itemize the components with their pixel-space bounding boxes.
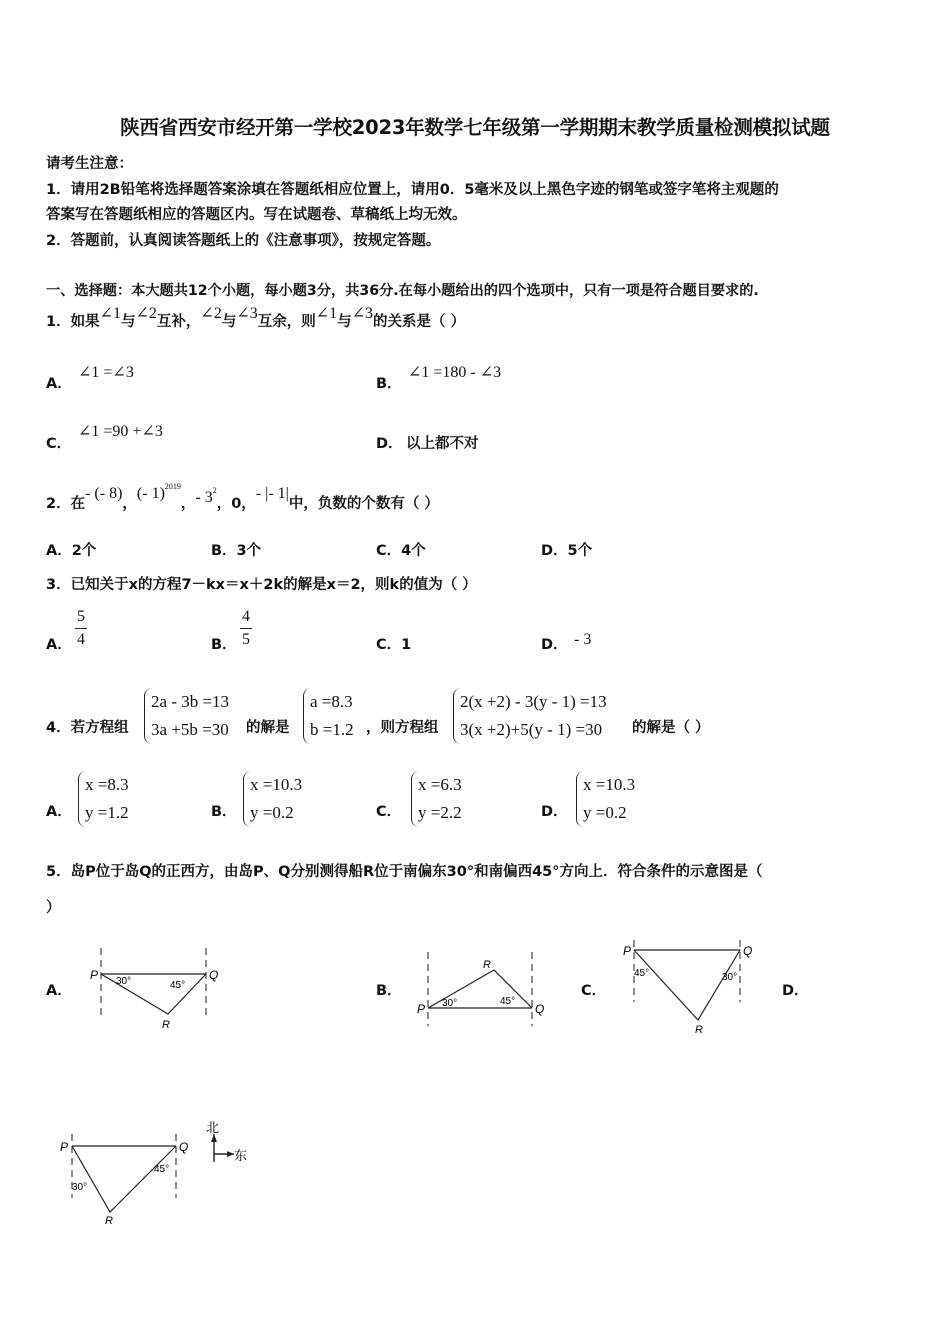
question-1-stem bbox=[46, 305, 466, 331]
diagram-d-label-r: R bbox=[105, 1215, 113, 1227]
diagram-a-angle-45: 45° bbox=[170, 980, 186, 991]
page-title: 陕西省西安市经开第一学校2023年数学七年级第一学期期末教学质量检测模拟试题 bbox=[120, 116, 830, 139]
compass-east-label: 东 bbox=[234, 1148, 248, 1163]
diagram-b-label-p: P bbox=[417, 1002, 426, 1016]
compass-north-arrowhead bbox=[211, 1134, 217, 1142]
q2-option-c: C．4个 bbox=[376, 543, 426, 559]
q5-option-c-label: C． bbox=[581, 983, 607, 999]
q1-text-1: 1．如果 bbox=[46, 314, 100, 330]
question-5-stem-end: ） bbox=[46, 900, 61, 916]
diagram-b-angle-45: 45° bbox=[500, 996, 516, 1007]
q1-angle-6: ∠3 bbox=[351, 305, 374, 322]
q1-option-d-label: D． bbox=[376, 436, 403, 452]
q2-expr-1: - (- 8) bbox=[85, 485, 123, 502]
q2-text-2: 中，负数的个数有（ ） bbox=[288, 496, 439, 512]
q4-text-4: 的解是（ ） bbox=[632, 720, 710, 736]
diagram-a-label-q: Q bbox=[209, 968, 219, 982]
q4-system-1-row-2: 3a +5b =30 bbox=[151, 720, 229, 739]
diagram-c-triangle bbox=[634, 950, 740, 1020]
diagram-a-angle-30: 30° bbox=[116, 976, 132, 987]
q4-option-b-system bbox=[243, 771, 302, 827]
diagram-b-label-r: R bbox=[483, 959, 491, 971]
q5-diagram-c bbox=[620, 936, 760, 1040]
q5-option-a-label: A． bbox=[46, 983, 72, 999]
q5-option-b-label: B． bbox=[376, 983, 402, 999]
notice-line-2: 2．答题前，认真阅读答题纸上的《注意事项》，按规定答题。 bbox=[46, 233, 441, 249]
q2-comma-2: ， bbox=[180, 496, 196, 512]
q2-expr-4: - |- 1| bbox=[255, 485, 289, 502]
q3-option-d-label: D． bbox=[541, 637, 568, 653]
q4-d-row-1: x =10.3 bbox=[583, 775, 636, 794]
q5-diagram-d bbox=[56, 1132, 196, 1232]
q4-system-1 bbox=[144, 688, 229, 744]
q3-option-b-fraction bbox=[240, 606, 252, 651]
q2-text-1: 2．在 bbox=[46, 496, 86, 512]
diagram-d-angle-45: 45° bbox=[154, 1164, 170, 1175]
diagram-b-angle-30: 30° bbox=[442, 998, 458, 1009]
q2-expr-2: (- 1) bbox=[136, 485, 165, 502]
q4-system-3-row-1: 2(x +2) - 3(y - 1) =13 bbox=[460, 692, 607, 711]
q3-option-a-label: A． bbox=[46, 637, 72, 653]
q1-angle-4: ∠3 bbox=[236, 305, 258, 322]
q1-text-3: 互补， bbox=[156, 314, 201, 330]
compass-east-arrowhead bbox=[227, 1151, 234, 1157]
q1-angle-3: ∠2 bbox=[200, 305, 222, 322]
q4-text-2: 的解是 bbox=[246, 720, 290, 736]
diagram-c-angle-45: 45° bbox=[634, 968, 650, 979]
q4-text-1: 4．若方程组 bbox=[46, 720, 129, 736]
diagram-c-label-q: Q bbox=[743, 944, 753, 958]
diagram-a-label-p: P bbox=[90, 968, 99, 982]
q1-angle-1: ∠1 bbox=[99, 305, 121, 322]
q4-system-1-row-1: 2a - 3b =13 bbox=[151, 692, 230, 711]
q4-a-row-2: y =1.2 bbox=[85, 803, 129, 822]
compass-north-label: 北 bbox=[206, 1120, 220, 1135]
q1-text-5: 互余，则 bbox=[257, 314, 316, 330]
q3-option-c: C．1 bbox=[376, 637, 412, 653]
q3-b-numerator: 4 bbox=[240, 606, 252, 629]
q3-b-denominator: 5 bbox=[242, 631, 250, 648]
q5-diagram-b bbox=[414, 950, 554, 1030]
q2-comma-3: ，0， bbox=[216, 496, 256, 512]
q4-system-3-row-2: 3(x +2)+5(y - 1) =30 bbox=[460, 720, 603, 739]
q4-option-a-label: A． bbox=[46, 804, 72, 820]
q1-text-6: 与 bbox=[337, 314, 352, 330]
q4-system-2-row-2: b =1.2 bbox=[310, 720, 354, 739]
question-5-stem: 5．岛P位于岛Q的正西方，由岛P、Q分别测得船R位于南偏东30°和南偏西45°方向上．符合条件的示意图是（ bbox=[46, 864, 763, 880]
q1-text-7: 的关系是（ ） bbox=[373, 314, 466, 330]
q1-angle-2: ∠2 bbox=[135, 305, 157, 322]
q3-a-denominator: 4 bbox=[77, 631, 85, 648]
q2-expr-3: - 3 bbox=[195, 489, 213, 506]
q3-a-numerator: 5 bbox=[75, 606, 87, 629]
question-3-stem: 3．已知关于x的方程7－kx＝x＋2k的解是x＝2，则k的值为（ ） bbox=[46, 577, 477, 593]
diagram-a-label-r: R bbox=[162, 1019, 170, 1031]
q2-comma-1: ， bbox=[122, 496, 137, 512]
q4-a-row-1: x =8.3 bbox=[85, 775, 129, 794]
q5-diagram-a bbox=[86, 944, 226, 1036]
q4-option-c-system bbox=[411, 771, 462, 827]
q4-b-row-2: y =0.2 bbox=[250, 803, 294, 822]
question-2-stem bbox=[46, 482, 439, 513]
q1-angle-5: ∠1 bbox=[315, 305, 338, 322]
q4-option-d-label: D． bbox=[541, 804, 568, 820]
q2-expr-2-exp: 2019 bbox=[164, 482, 181, 491]
q4-system-2-row-1: a =8.3 bbox=[310, 692, 353, 711]
diagram-b-label-q: Q bbox=[535, 1002, 545, 1016]
q1-option-b-label: B． bbox=[376, 376, 402, 392]
q1-text-4: 与 bbox=[221, 314, 237, 330]
q4-c-row-1: x =6.3 bbox=[418, 775, 462, 794]
diagram-c-label-r: R bbox=[695, 1024, 703, 1036]
q4-system-3 bbox=[453, 688, 607, 744]
q5-option-d-label: D． bbox=[782, 983, 809, 999]
q4-text-3: ，则方程组 bbox=[366, 720, 439, 736]
q4-option-b-label: B． bbox=[211, 804, 237, 820]
notice-line-1b: 答案写在答题纸相应的答题区内。写在试题卷、草稿纸上均无效。 bbox=[46, 207, 467, 223]
q1-option-c-label: C． bbox=[46, 436, 72, 452]
q4-option-c-label: C． bbox=[376, 804, 402, 820]
q3-option-a-fraction bbox=[75, 606, 87, 651]
diagram-d-angle-30: 30° bbox=[72, 1182, 88, 1193]
diagram-d-label-p: P bbox=[60, 1140, 69, 1154]
q1-option-d: 以上都不对 bbox=[406, 436, 479, 452]
notice-heading: 请考生注意： bbox=[46, 156, 133, 172]
diagram-c-angle-30: 30° bbox=[722, 972, 738, 983]
q4-c-row-2: y =2.2 bbox=[418, 803, 462, 822]
q4-d-row-2: y =0.2 bbox=[583, 803, 627, 822]
diagram-d-label-q: Q bbox=[179, 1140, 189, 1154]
q1-option-b: ∠1 =180 - ∠3 bbox=[408, 364, 502, 381]
compass-icon bbox=[202, 1118, 252, 1166]
q2-expr-3-exp: 2 bbox=[212, 486, 217, 495]
diagram-d-triangle bbox=[72, 1146, 176, 1212]
q4-b-row-1: x =10.3 bbox=[250, 775, 303, 794]
q3-option-b-label: B． bbox=[211, 637, 237, 653]
q4-option-a-system bbox=[78, 771, 129, 827]
q4-system-2 bbox=[303, 688, 354, 744]
q3-option-d: - 3 bbox=[574, 631, 592, 648]
q1-text-2: 与 bbox=[121, 314, 136, 330]
q4-option-d-system bbox=[576, 771, 635, 827]
q2-option-a: A．2个 bbox=[46, 543, 97, 559]
q2-option-b: B．3个 bbox=[211, 543, 262, 559]
diagram-c-label-p: P bbox=[623, 944, 632, 958]
q1-option-a: ∠1 =∠3 bbox=[78, 364, 134, 381]
q2-option-d: D．5个 bbox=[541, 543, 593, 559]
q1-option-c: ∠1 =90 +∠3 bbox=[78, 423, 163, 440]
q1-option-a-label: A． bbox=[46, 376, 72, 392]
notice-line-1: 1．请用2B铅笔将选择题答案涂填在答题纸相应位置上，请用0．5毫米及以上黑色字迹的钢笔或签字笔将主观题的 bbox=[46, 182, 779, 198]
section-heading: 一、选择题：本大题共12个小题，每小题3分，共36分.在每小题给出的四个选项中，只有一项是符合题目要求的. bbox=[46, 283, 759, 299]
